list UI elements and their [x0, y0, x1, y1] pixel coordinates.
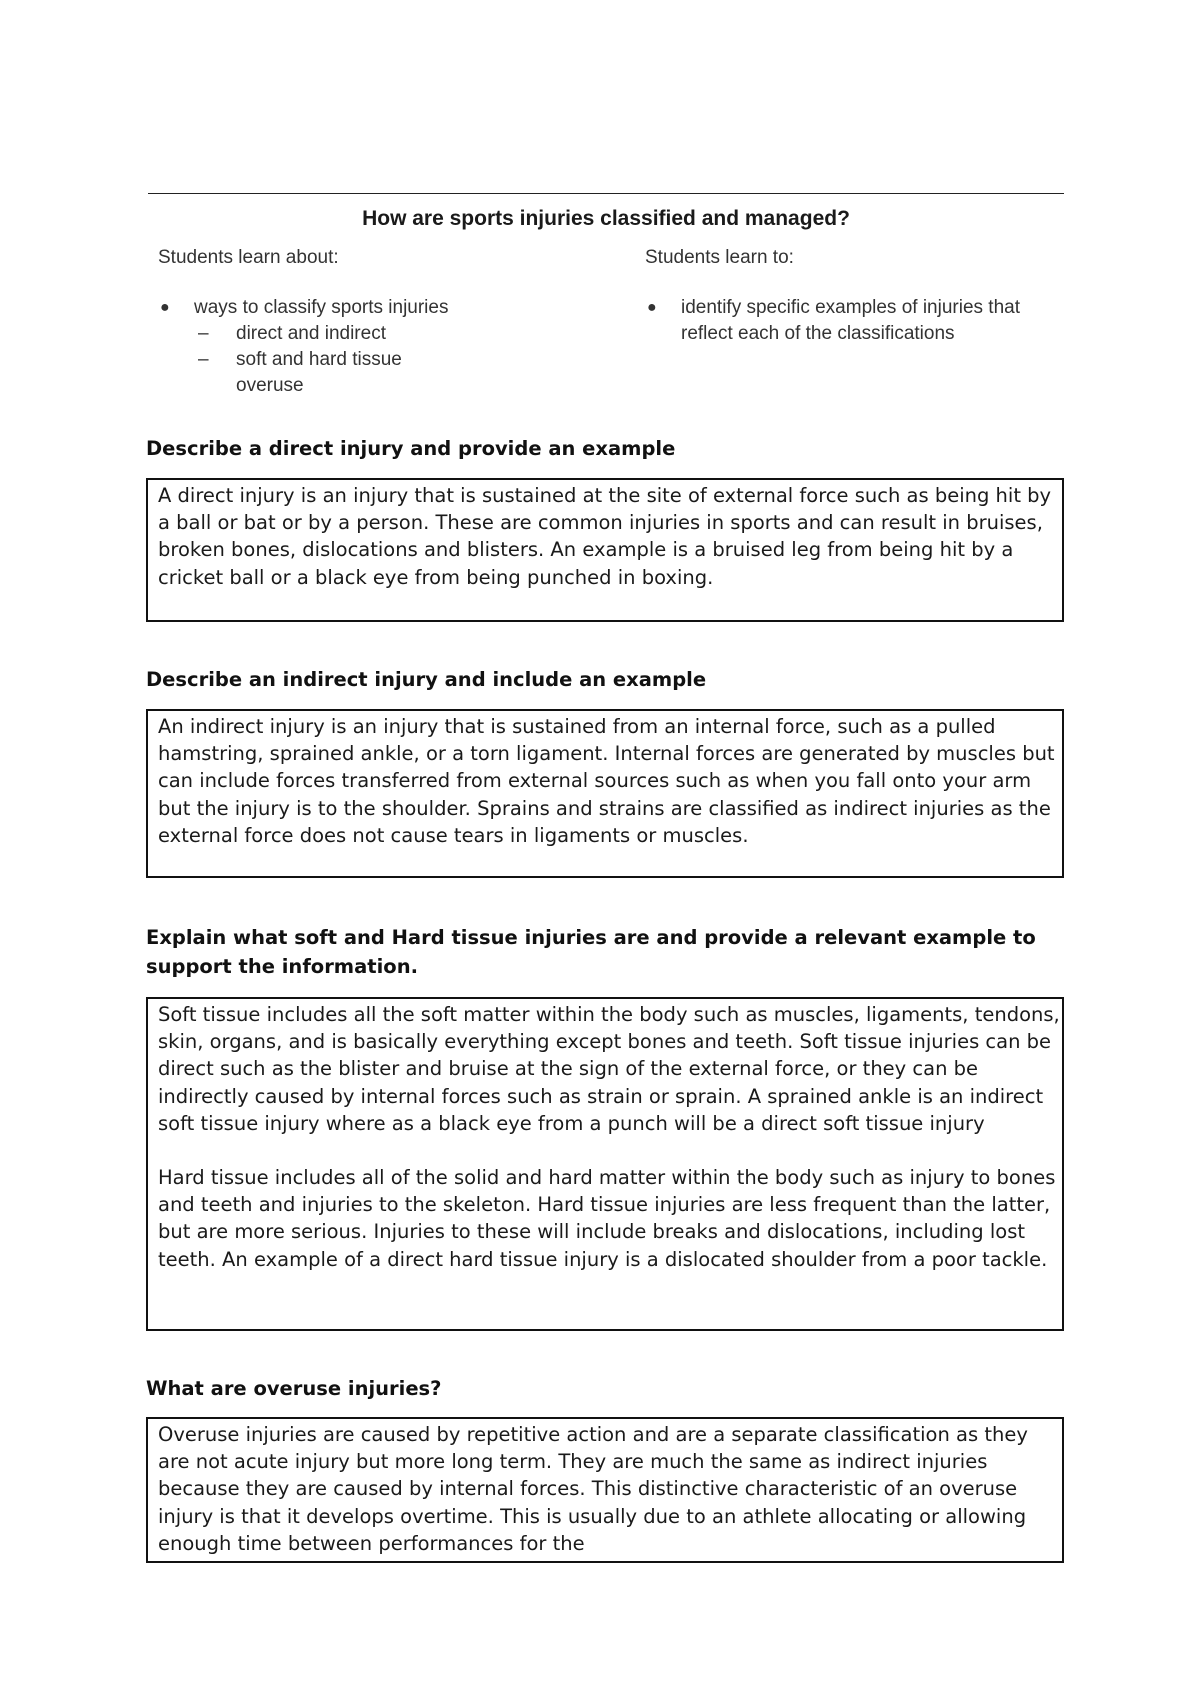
learn-to-heading: Students learn to: — [645, 247, 794, 268]
learn-to-column — [645, 247, 1065, 347]
answer-box-soft-hard-tissue[interactable] — [146, 997, 1064, 1331]
answer-box-overuse-injury[interactable] — [146, 1417, 1064, 1563]
dash-icon: – — [198, 349, 209, 370]
question-soft-hard-tissue: Explain what soft and Hard tissue injuries are and provide a relevant example to support the information. — [146, 926, 1036, 978]
question-overuse-injury: What are overuse injuries? — [146, 1377, 442, 1400]
answer-text: Overuse injuries are caused by repetitive action and are a separate classification as they are not acute injury but more long term. They are much the same as indirect injuries because they are caused by internal forces. This distinctive characteristic of an overuse injury is that it develops overtime. This is usually due to an athlete allocating or allowing enough time between performances for the — [158, 1423, 1028, 1555]
learn-about-heading: Students learn about: — [158, 247, 339, 268]
learn-about-sub-item — [158, 321, 628, 347]
bullet-dot-icon: ● — [160, 299, 170, 316]
learn-about-column — [158, 247, 628, 399]
learn-about-sub-item-text: soft and hard tissue — [236, 349, 402, 370]
learn-about-sub-item-text: direct and indirect — [236, 323, 386, 344]
answer-box-direct-injury[interactable] — [146, 478, 1064, 622]
dash-icon: – — [198, 323, 209, 344]
bullet-dot-icon: ● — [647, 299, 657, 316]
answer-text: An indirect injury is an injury that is sustained from an internal force, such as a pulled hamstring, sprained ankle, or a torn ligament. Internal forces are generated by muscles but can include forces transferred from external sources such as when you fall onto your arm but the injury is to the shoulder. Sprains and strains are classified as indirect injuries as the external force does not cause tears in ligaments or muscles. — [158, 715, 1055, 847]
learn-to-bullet — [645, 295, 1071, 347]
header-rule — [148, 193, 1064, 194]
answer-text-soft-tissue: Soft tissue includes all the soft matter within the body such as muscles, ligaments, tendons, skin, organs, and is basically everything except bones and teeth. Soft tissue injuries can be direct such as the blister and bruise at the sign of the external force, or they can be indirectly caused by internal forces such as strain or sprain. A sprained ankle is an indirect soft tissue injury where as a black eye from a punch will be a direct soft tissue injury — [158, 1003, 1060, 1135]
learn-to-bullet-text: identify specific examples of injuries that reflect each of the classifications — [681, 297, 1020, 344]
answer-text: A direct injury is an injury that is sustained at the site of external force such as being hit by a ball or bat or by a person. These are common injuries in sports and can result in bruises, broken bones, dislocations and blisters. An example is a bruised leg from being hit by a cricket ball or a black eye from being punched in boxing. — [158, 484, 1052, 589]
question-indirect-injury: Describe an indirect injury and include an example — [146, 668, 707, 691]
learn-about-bullet-text: ways to classify sports injuries — [194, 297, 449, 318]
learn-about-sub-continuation: overuse — [236, 375, 304, 396]
answer-box-indirect-injury[interactable] — [146, 709, 1064, 878]
learn-about-sub-item — [158, 347, 628, 373]
answer-text-hard-tissue: Hard tissue includes all of the solid and hard matter within the body such as injury to bones and teeth and injuries to the skeleton. Hard tissue injuries are less frequent than the latter, but are more serious. Injuries to these will include breaks and dislocations, including lost teeth. An example of a direct hard tissue injury is a dislocated shoulder from a poor tackle. — [158, 1166, 1056, 1271]
question-direct-injury: Describe a direct injury and provide an example — [146, 437, 676, 460]
syllabus-title: How are sports injuries classified and managed? — [362, 207, 850, 230]
learn-about-bullet — [158, 295, 628, 321]
